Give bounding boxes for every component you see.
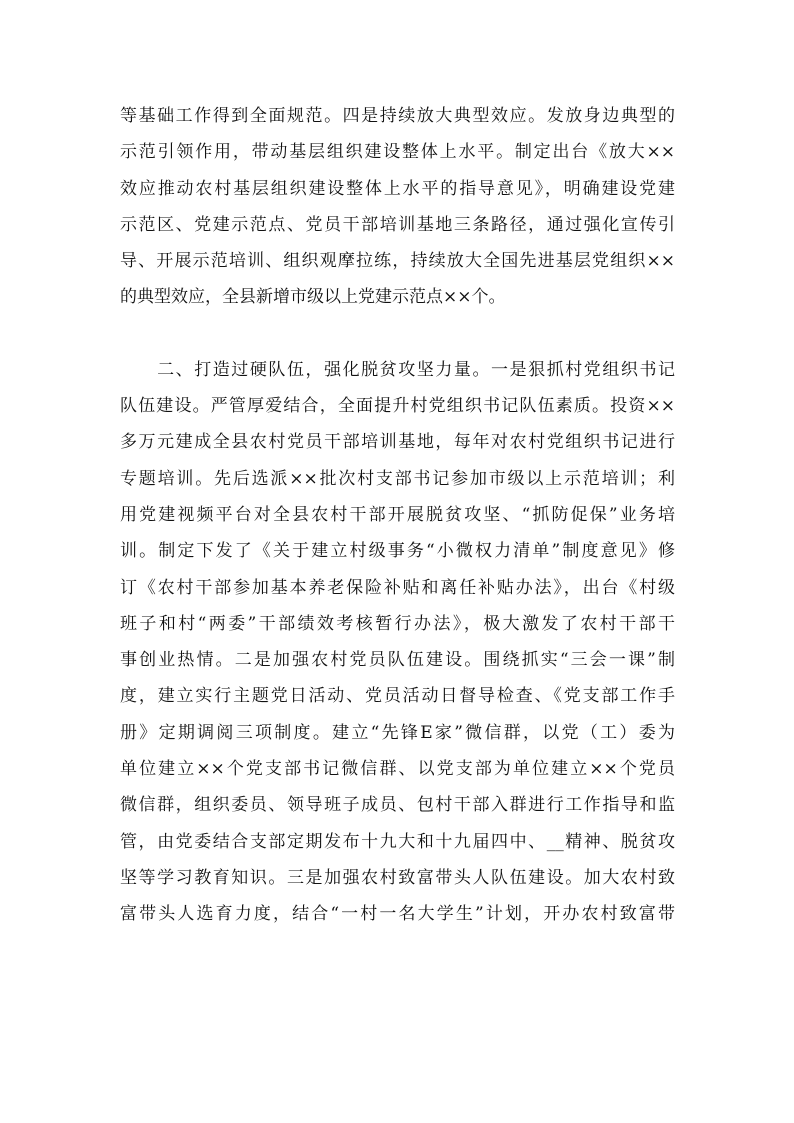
paragraph-2 — [120, 352, 675, 933]
text-line: 训。制定下发了《关于建立村级事务“小微权力清单”制度意见》修 — [120, 541, 675, 562]
paragraph-1 — [120, 98, 675, 316]
text-line: 单位建立××个党支部书记微信群、以党支部为单位建立××个党员 — [120, 759, 675, 780]
text-line: 管，由党委结合支部定期发布十九大和十九届四中、__精神、脱贫攻 — [120, 831, 675, 852]
text-line: 的典型效应，全县新增市级以上党建示范点××个。 — [120, 287, 506, 308]
text-line: 多万元建成全县农村党员干部培训基地，每年对农村党组织书记进行 — [120, 432, 675, 453]
text-line: 用党建视频平台对全县农村干部开展脱贫攻坚、“抓防促保”业务培 — [120, 504, 675, 525]
text-line: 示范区、党建示范点、党员干部培训基地三条路径，通过强化宣传引 — [120, 214, 675, 235]
text-line: 队伍建设。严管厚爱结合，全面提升村党组织书记队伍素质。投资×× — [120, 396, 675, 417]
paragraph-spacer — [120, 316, 675, 352]
text-line: 微信群，组织委员、领导班子成员、包村干部入群进行工作指导和监 — [120, 795, 675, 816]
text-line: 坚等学习教育知识。三是加强农村致富带头人队伍建设。加大农村致 — [120, 867, 675, 888]
text-line: 册》定期调阅三项制度。建立“先锋E家”微信群，以党（工）委为 — [120, 722, 675, 743]
text-line: 度，建立实行主题党日活动、党员活动日督导检查、《党支部工作手 — [120, 686, 675, 707]
text-line: 富带头人选育力度，结合“一村一名大学生”计划，开办农村致富带 — [120, 904, 675, 925]
text-line: 班子和村“两委”干部绩效考核暂行办法》，极大激发了农村干部干 — [120, 613, 675, 634]
text-line: 导、开展示范培训、组织观摩拉练，持续放大全国先进基层党组织×× — [120, 251, 675, 272]
text-line: 二、打造过硬队伍，强化脱贫攻坚力量。一是狠抓村党组织书记 — [120, 359, 675, 380]
text-line: 等基础工作得到全面规范。四是持续放大典型效应。发放身边典型的 — [120, 106, 675, 126]
text-line: 订《农村干部参加基本养老保险补贴和离任补贴办法》，出台《村级 — [120, 577, 675, 598]
text-line: 示范引领作用，带动基层组织建设整体上水平。制定出台《放大×× — [120, 142, 675, 163]
document-body — [120, 98, 675, 933]
text-line: 效应推动农村基层组织建设整体上水平的指导意见》，明确建设党建 — [120, 178, 675, 199]
text-line: 专题培训。先后选派××批次村支部书记参加市级以上示范培训；利 — [120, 468, 675, 489]
text-line: 事创业热情。二是加强农村党员队伍建设。围绕抓实“三会一课”制 — [120, 650, 675, 671]
